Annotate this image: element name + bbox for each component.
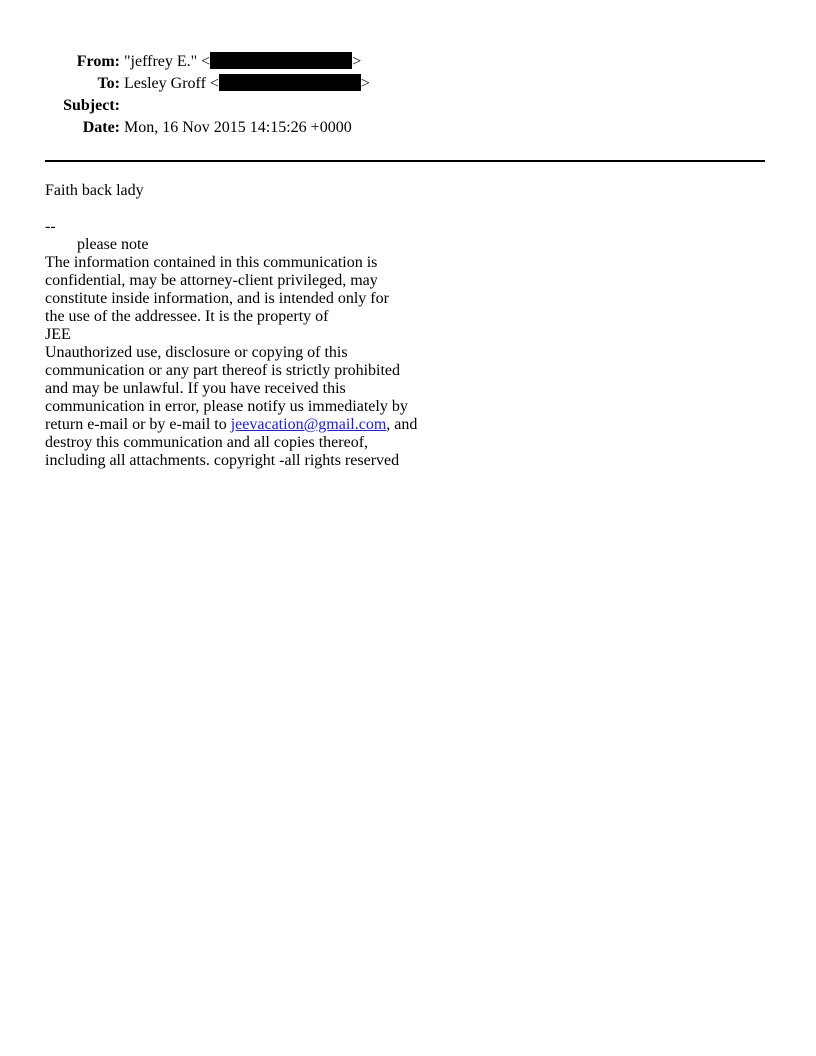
disclaimer-line: confidential, may be attorney-client privileged, may xyxy=(45,272,378,289)
from-name: "jeffrey E." < xyxy=(124,53,211,70)
please-note-text: please note xyxy=(77,236,149,253)
disclaimer xyxy=(45,254,465,470)
disclaimer-line: communication in error, please notify us immediately by xyxy=(45,398,408,415)
disclaimer-line: communication or any part thereof is strictly prohibited xyxy=(45,362,401,379)
email-body xyxy=(45,182,465,470)
disclaimer-line: and may be unlawful. If you have received this xyxy=(45,380,346,397)
greeting-text: Faith back lady xyxy=(45,182,144,199)
subject-value xyxy=(124,95,370,117)
disclaimer-line: JEE xyxy=(45,326,71,343)
to-name: Lesley Groff < xyxy=(124,75,219,92)
disclaimer-return-line xyxy=(45,416,465,434)
from-row xyxy=(45,51,370,73)
disclaimer-line: The information contained in this communication is xyxy=(45,254,378,271)
redacted-to-address xyxy=(219,74,361,91)
to-row xyxy=(45,73,370,95)
date-value: Mon, 16 Nov 2015 14:15:26 +0000 xyxy=(124,119,352,136)
signature-separator: -- xyxy=(45,218,56,235)
disclaimer-line: the use of the addressee. It is the property of xyxy=(45,308,329,325)
to-close: > xyxy=(360,75,370,92)
disclaimer-line: constitute inside information, and is intended only for xyxy=(45,290,389,307)
subject-row xyxy=(45,95,370,117)
return-prefix: return e-mail or by e-mail to xyxy=(45,416,231,433)
return-suffix: , and xyxy=(386,416,418,433)
disclaimer-line: Unauthorized use, disclosure or copying of this xyxy=(45,344,348,361)
to-label: To: xyxy=(97,75,120,92)
from-close: > xyxy=(352,53,362,70)
date-row xyxy=(45,117,370,139)
redacted-from-address xyxy=(210,52,352,69)
disclaimer-line: including all attachments. copyright -all rights reserved xyxy=(45,452,400,469)
from-value xyxy=(124,51,370,73)
to-value xyxy=(124,73,370,95)
email-link[interactable]: jeevacation@gmail.com xyxy=(230,416,387,433)
disclaimer-line: destroy this communication and all copies thereof, xyxy=(45,434,369,451)
header-divider xyxy=(45,160,765,162)
from-label: From: xyxy=(76,53,120,70)
date-label: Date: xyxy=(82,119,120,136)
subject-label: Subject: xyxy=(63,97,120,114)
email-header xyxy=(45,51,370,139)
